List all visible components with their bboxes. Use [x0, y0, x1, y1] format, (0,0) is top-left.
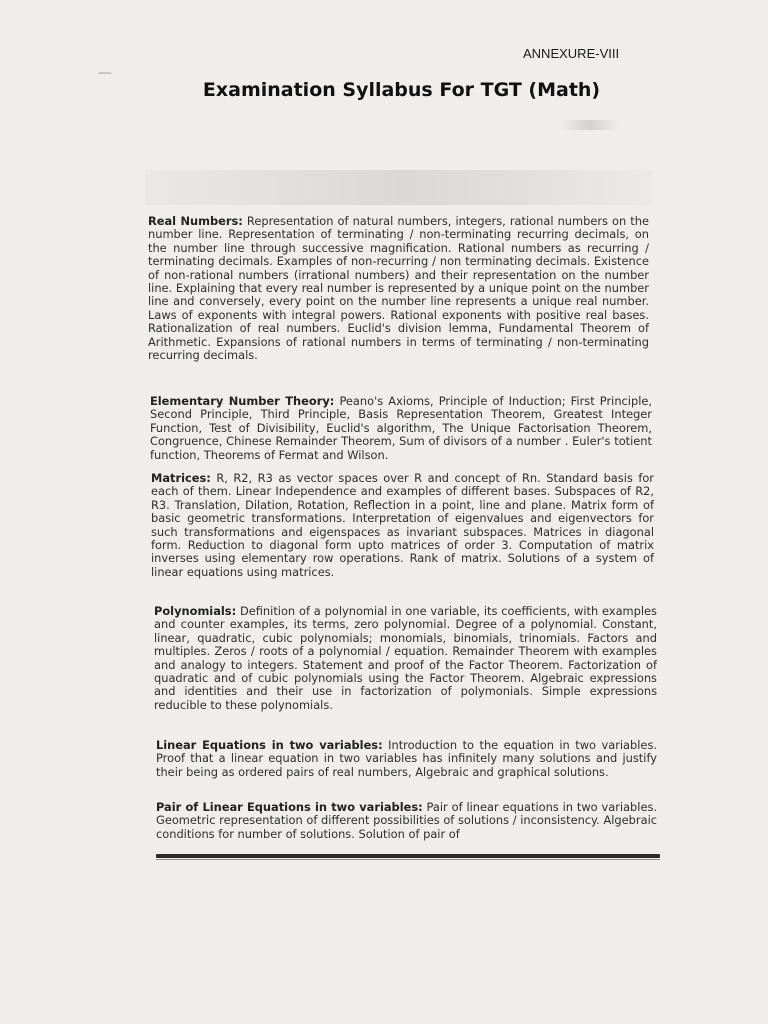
scan-band — [145, 170, 653, 205]
section-polynomials — [154, 605, 657, 712]
section-heading: Pair of Linear Equations in two variables: — [156, 800, 423, 814]
scan-smudge — [560, 120, 620, 130]
section-heading: Real Numbers: — [148, 214, 243, 228]
section-heading: Linear Equations in two variables: — [156, 738, 383, 752]
section-body: Peano's Axioms, Principle of Induction; First Principle, Second Principle, Third Principle, Basis Representation Theorem, Greatest Integer Function, Test of Divisibility, Euclid's algorithm, The Unique Factorisation Theorem, Congruence, Chinese Remainder Theorem, Sum of divisors of a number . Euler's totient function, Theorems of Fermat and Wilson. — [150, 394, 652, 462]
section-heading: Polynomials: — [154, 604, 237, 618]
section-heading: Elementary Number Theory: — [150, 394, 335, 408]
section-body: Introduction to the equation in two variables. Proof that a linear equation in two variables has infinitely many solutions and justify their being as ordered pairs of real numbers, Algebraic and graphical solutions. — [156, 738, 657, 779]
section-real-numbers — [148, 215, 649, 362]
annexure-label: ANNEXURE-VIII — [523, 46, 620, 61]
section-elementary-number-theory — [150, 395, 652, 462]
page-title: Examination Syllabus For TGT (Math) — [202, 79, 601, 101]
section-body: R, R2, R3 as vector spaces over R and concept of Rn. Standard basis for each of them. Linear Independence and examples of different bases. Subspaces of R2, R3. Translation, Dilation, Rotation, Reflection in a point, line and plane. Matrix form of basic geometric transformations. Interpretation of eigenvalues and eigenvectors for such transformations and eigenspaces as invariant subspaces. Matrices in diagonal form. Reduction to diagonal form upto matrices of order 3. Computation of matrix inverses using elementary row operations. Rank of matrix. Solutions of a system of linear equations using matrices. — [151, 471, 654, 579]
section-body: Pair of linear equations in two variables. Geometric representation of different possibilities of solutions / inconsistency. Algebraic conditions for number of solutions. Solution of pair of — [156, 800, 658, 841]
section-matrices — [151, 472, 654, 579]
section-linear-equations — [156, 739, 657, 779]
section-body: Definition of a polynomial in one variable, its coefficients, with examples and counter examples, its terms, zero polynomial. Degree of a polynomial. Constant, linear, quadratic, cubic polynomials; monomials, binomials, trinomials. Factors and multiples. Zeros / roots of a polynomial / equation. Remainder Theorem with examples and analogy to integers. Statement and proof of the Factor Theorem. Factorization of quadratic and of cubic polynomials using the Factor Theorem. Algebraic expressions and identities and their use in factorization of polymonials. Simple expressions reducible to these polynomials. — [154, 604, 657, 712]
section-pair-linear-equations — [156, 801, 657, 841]
bottom-rule-shadow — [156, 859, 660, 860]
scan-dash-mark — [98, 72, 112, 77]
bottom-rule — [156, 854, 660, 858]
section-heading: Matrices: — [151, 471, 211, 485]
section-body: Representation of natural numbers, integers, rational numbers on the number line. Representation of terminating / non-terminating recurring decimals, on the number line through successive magnification. Rational numbers as recurring / terminating decimals. Examples of non-recurring / non terminating decimals. Existence of non-rational numbers (irrational numbers) and their representation on the number line. Explaining that every real number is represented by a unique point on the number line and conversely, every point on the number line represents a unique real number. Laws of exponents with integral powers. Rational exponents with positive real bases. Rationalization of real numbers. Euclid's division lemma, Fundamental Theorem of Arithmetic. Expansions of rational numbers in terms of terminating / non-terminating recurring decimals. — [148, 214, 649, 363]
